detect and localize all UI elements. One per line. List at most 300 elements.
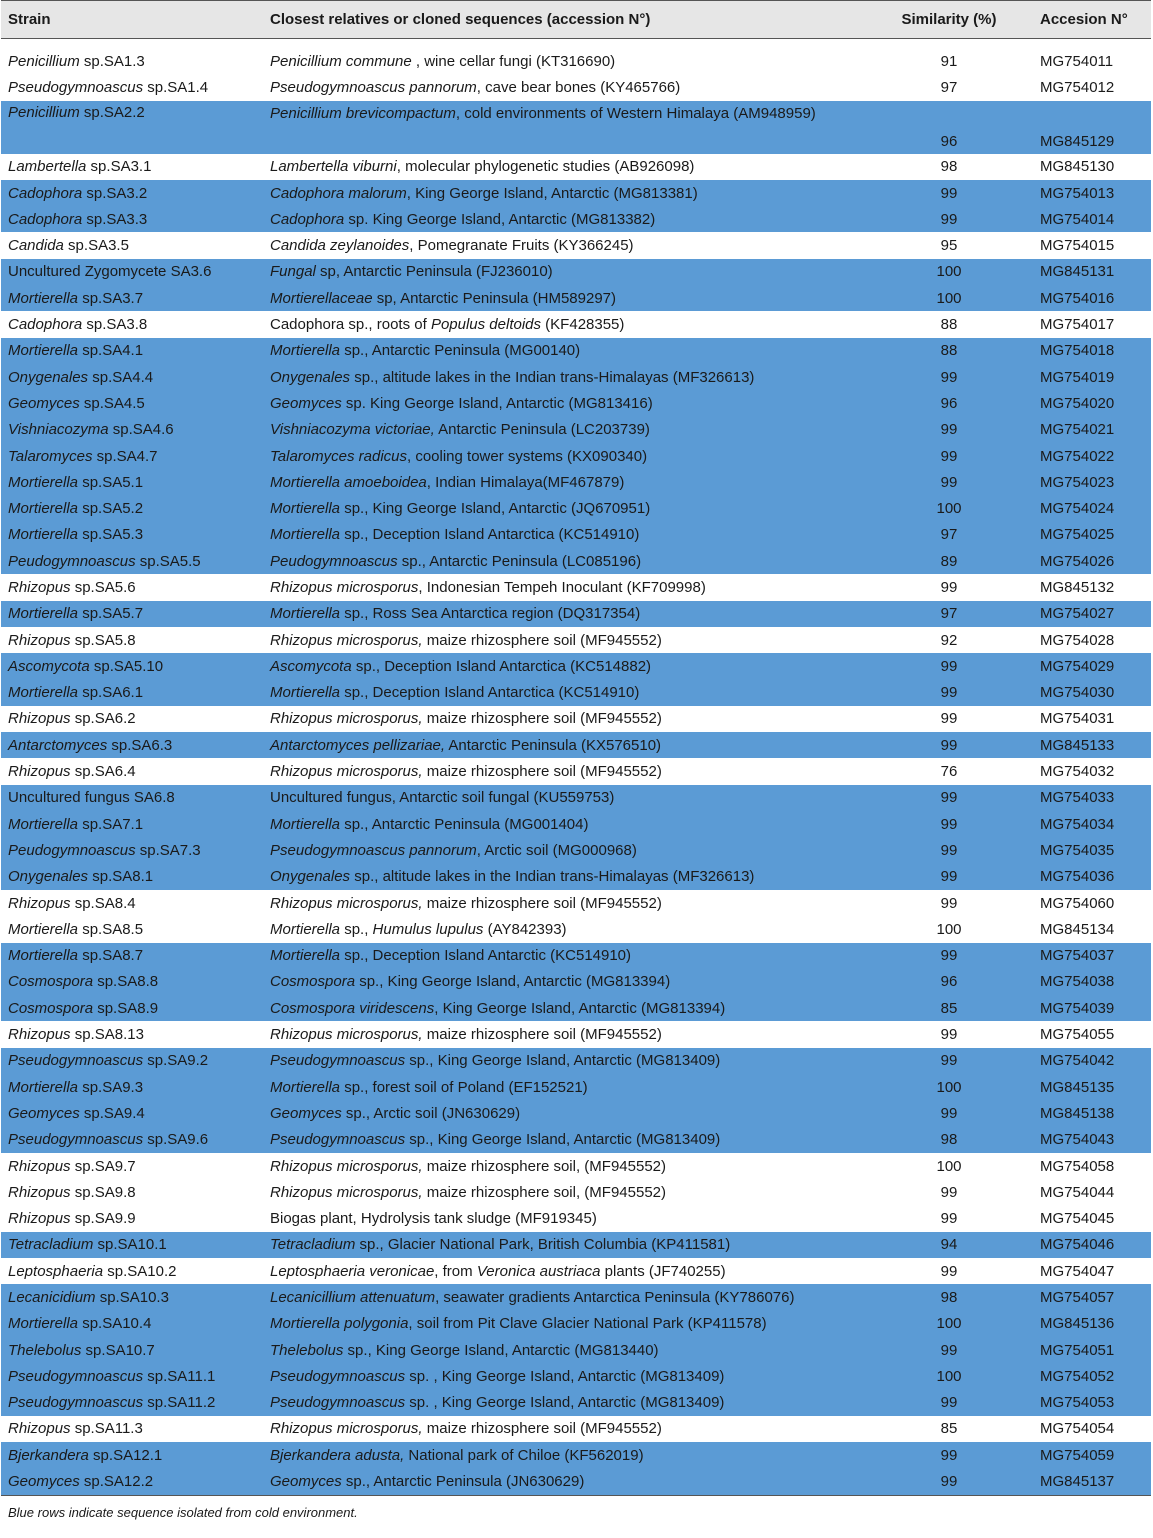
- similarity-cell: 99: [865, 732, 1033, 758]
- accession-cell: MG754017: [1040, 316, 1115, 334]
- strain-genus: Mortierella: [8, 1078, 79, 1096]
- relative-taxon: Pseudogymnoascus: [270, 1052, 406, 1070]
- strain-genus: Pseudogymnoascus: [8, 1367, 144, 1385]
- table-row: [1, 627, 1151, 653]
- relative-cell: [263, 74, 865, 100]
- similarity-cell: 99: [865, 837, 1033, 863]
- strain-cell: [1, 338, 263, 364]
- strain-id: sp.SA5.8: [70, 631, 136, 649]
- relative-source: , King George Island, Antarctic (MG813394): [434, 999, 726, 1017]
- strain-id: sp.SA5.5: [135, 552, 201, 570]
- similarity-cell: 100: [865, 1311, 1033, 1337]
- strain-id: sp.SA8.1: [88, 868, 154, 886]
- strain-genus: Rhizopus: [8, 1210, 71, 1228]
- strain-cell: [1, 154, 263, 180]
- table-row: [1, 311, 1151, 337]
- relative-taxon: Rhizopus microsporus,: [270, 710, 423, 728]
- accession-cell: MG754045: [1040, 1210, 1115, 1228]
- strain-cell: [1, 995, 263, 1021]
- accession-cell: MG754055: [1040, 1026, 1115, 1044]
- relative-source: National park of Chiloe (KF562019): [404, 1446, 644, 1464]
- relative-cell: [263, 495, 865, 521]
- table-row: [1, 1100, 1151, 1126]
- table-row: [1, 1258, 1151, 1284]
- relative-taxon: Penicillium commune: [270, 52, 412, 70]
- relative-taxon: Talaromyces radicus: [270, 447, 407, 465]
- strain-cell: [1, 1258, 263, 1284]
- table-row: [1, 1021, 1151, 1047]
- relative-taxon: Onygenales: [270, 368, 351, 386]
- strain-id: sp.SA1.4: [143, 78, 209, 96]
- relative-cell: [263, 943, 865, 969]
- strain-id: sp.SA5.6: [70, 578, 136, 596]
- strain-genus: Mortierella: [8, 947, 79, 965]
- table-row: [1, 995, 1151, 1021]
- relative-cell: [263, 180, 865, 206]
- similarity-cell: 100: [865, 259, 1033, 285]
- table-row: [1, 969, 1151, 995]
- strain-cell: [1, 311, 263, 337]
- relative-taxon: Peudogymnoascus: [270, 552, 398, 570]
- relative-taxon: Pseudogymnoascus: [270, 1131, 406, 1149]
- table-row: [1, 1311, 1151, 1337]
- strain-cell: [1, 495, 263, 521]
- strain-id: sp.SA7.1: [78, 815, 144, 833]
- relative-cell: [263, 732, 865, 758]
- strain-genus: Antarctomyces: [8, 736, 108, 754]
- strain-cell: [1, 548, 263, 574]
- similarity-cell: 99: [940, 578, 958, 596]
- relative-source: sp., altitude lakes in the Indian trans-Himalayas (MF326613): [350, 368, 755, 386]
- strain-cell: [1, 811, 263, 837]
- strain-id: sp.SA9.6: [143, 1131, 209, 1149]
- similarity-cell: 97: [865, 601, 1033, 627]
- similarity-cell: 85: [865, 995, 1033, 1021]
- strain-id: sp.SA4.7: [92, 447, 158, 465]
- similarity-cell: 99: [940, 1183, 958, 1201]
- similarity-cell: 99: [940, 1262, 958, 1280]
- footnote: Blue rows indicate sequence isolated from cold environment.: [8, 1504, 358, 1520]
- accession-cell: MG754053: [1033, 1390, 1151, 1416]
- strain-genus: Lambertella: [8, 158, 87, 176]
- table-row: [1, 495, 1151, 521]
- strain-cell: [1, 1048, 263, 1074]
- relative-cell: [263, 1258, 865, 1284]
- similarity-cell: 99: [865, 653, 1033, 679]
- table-row: [1, 548, 1151, 574]
- relative-source: maize rhizosphere soil (MF945552): [422, 894, 662, 912]
- relative-source: sp., Antarctic Peninsula (MG001404): [340, 815, 589, 833]
- accession-cell: MG754044: [1040, 1183, 1115, 1201]
- relative-source: maize rhizosphere soil (MF945552): [422, 763, 662, 781]
- strain-genus: Mortierella: [8, 684, 79, 702]
- accession-cell: MG845138: [1033, 1100, 1151, 1126]
- accession-cell: MG754021: [1033, 417, 1151, 443]
- similarity-cell: 98: [940, 158, 958, 176]
- accession-cell: MG754025: [1033, 522, 1151, 548]
- strain-genus: Vishniacozyma: [8, 421, 109, 439]
- relative-taxon: Rhizopus microsporus,: [270, 894, 423, 912]
- table-row: [1, 653, 1151, 679]
- relative-taxon: Pseudogymnoascus pannorum: [270, 78, 477, 96]
- similarity-cell: 99: [865, 469, 1033, 495]
- table-row: [1, 364, 1151, 390]
- strain-genus: Bjerkandera: [8, 1446, 89, 1464]
- relative-taxon: Mortierella: [270, 342, 341, 360]
- relative-taxon: Candida zeylanoides: [270, 237, 410, 255]
- similarity-cell: 100: [936, 920, 962, 938]
- similarity-cell: 99: [865, 1100, 1033, 1126]
- strain-cell: [1, 259, 263, 285]
- relative-cell: [263, 206, 865, 232]
- relative-taxon: Rhizopus microsporus,: [270, 1183, 423, 1201]
- relative-cell: [263, 101, 865, 154]
- strain-id: sp.SA4.5: [79, 394, 145, 412]
- strain-id: sp.SA8.5: [78, 920, 144, 938]
- accession-cell: MG754039: [1033, 995, 1151, 1021]
- relative-taxon: Ascomycota: [270, 657, 352, 675]
- relative-taxon: Rhizopus microsporus,: [270, 1420, 423, 1438]
- relative-cell: [263, 48, 865, 74]
- accession-cell: MG754033: [1033, 785, 1151, 811]
- strain-id: sp.SA5.7: [78, 605, 144, 623]
- strain-cell: [1, 180, 263, 206]
- relative-source: , cave bear bones (KY465766): [476, 78, 681, 96]
- accession-cell: MG754035: [1033, 837, 1151, 863]
- strain-id: sp.SA5.3: [78, 526, 144, 544]
- relative-cell: [263, 811, 865, 837]
- strain-cell: [1, 785, 263, 811]
- table-row: [1, 390, 1151, 416]
- accession-cell: MG754038: [1033, 969, 1151, 995]
- relative-source: sp., forest soil of Poland (EF152521): [340, 1078, 588, 1096]
- table-row: [1, 1363, 1151, 1389]
- strain-id: sp.SA2.2: [79, 103, 145, 121]
- strain-cell: [1, 601, 263, 627]
- strain-genus: Onygenales: [8, 868, 89, 886]
- strain-id: sp.SA11.2: [143, 1394, 216, 1412]
- strain-id: sp.SA3.2: [82, 184, 148, 202]
- strain-genus: Mortierella: [8, 1315, 79, 1333]
- strain-cell: [1, 1021, 263, 1047]
- accession-cell: MG845130: [1040, 158, 1115, 176]
- accession-cell: MG754022: [1033, 443, 1151, 469]
- strain-cell: [1, 969, 263, 995]
- similarity-cell: 99: [865, 1442, 1033, 1468]
- strain-id: sp.SA9.7: [70, 1157, 136, 1175]
- accession-cell: MG845137: [1033, 1468, 1151, 1495]
- relative-cell: [263, 627, 865, 653]
- table-row: [1, 180, 1151, 206]
- similarity-cell: 99: [865, 1468, 1033, 1495]
- similarity-cell: 88: [865, 338, 1033, 364]
- strain-genus: Rhizopus: [8, 631, 71, 649]
- table-row: [1, 1205, 1151, 1231]
- table-row: [1, 890, 1151, 916]
- relative-cell: [263, 837, 865, 863]
- strain-id: sp.SA9.3: [78, 1078, 144, 1096]
- relative-cell: [263, 1153, 865, 1179]
- strain-genus: Mortierella: [8, 815, 79, 833]
- relative-source: sp., Antarctic Peninsula (MG00140): [340, 342, 581, 360]
- relative-cell: [263, 916, 865, 942]
- relative-cell: [263, 259, 865, 285]
- relative-taxon: Rhizopus microsporus,: [270, 631, 423, 649]
- strain-id: sp.SA9.9: [70, 1210, 136, 1228]
- relative-taxon: Penicillium brevicompactum: [270, 104, 456, 122]
- similarity-cell: 88: [940, 316, 958, 334]
- strain-genus: Rhizopus: [8, 578, 71, 596]
- relative-cell: [263, 1127, 865, 1153]
- accession-cell: MG754054: [1040, 1420, 1115, 1438]
- accession-cell: MG754016: [1033, 285, 1151, 311]
- strain-genus: Mortierella: [8, 526, 79, 544]
- strain-id: sp.SA8.4: [70, 894, 136, 912]
- relative-taxon: Vishniacozyma victoriae,: [270, 421, 435, 439]
- relative-source: Uncultured fungus, Antarctic soil fungal (KU559753): [270, 789, 615, 807]
- similarity-cell: 97: [865, 522, 1033, 548]
- relative-source: sp., Antarctic Peninsula (JN630629): [341, 1473, 585, 1491]
- strain-cell: [1, 1179, 263, 1205]
- relative-cell: [263, 601, 865, 627]
- strain-id: sp.SA8.13: [70, 1026, 144, 1044]
- strain-cell: [1, 758, 263, 784]
- relative-taxon: Thelebolus: [270, 1341, 344, 1359]
- relative-taxon: Mortierella: [270, 684, 341, 702]
- strain-genus: Mortierella: [8, 289, 79, 307]
- table-row: [1, 1179, 1151, 1205]
- table-row: [1, 285, 1151, 311]
- relative-cell: [263, 995, 865, 1021]
- relative-taxon: Pseudogymnoascus pannorum: [270, 841, 477, 859]
- similarity-cell: 99: [865, 785, 1033, 811]
- accession-cell: MG754019: [1033, 364, 1151, 390]
- relative-cell: [263, 338, 865, 364]
- similarity-cell: 97: [940, 78, 958, 96]
- strain-genus: Mortierella: [8, 473, 79, 491]
- strain-cell: [1, 574, 263, 600]
- accession-cell: MG754057: [1033, 1284, 1151, 1310]
- accession-cell: MG845134: [1040, 920, 1115, 938]
- relative-source: sp., Arctic soil (JN630629): [341, 1104, 521, 1122]
- accession-cell: MG754027: [1033, 601, 1151, 627]
- strain-genus: Mortierella: [8, 500, 79, 518]
- table-row: [1, 154, 1151, 180]
- relative-cell: [263, 1363, 865, 1389]
- relative-cell: [263, 864, 865, 890]
- relative-taxon: Cosmospora viridescens: [270, 999, 435, 1017]
- accession-cell: MG754023: [1033, 469, 1151, 495]
- relative-source: sp., King George Island, Antarctic (MG813394): [355, 973, 671, 991]
- strain-id: sp.SA10.4: [78, 1315, 152, 1333]
- strain-cell: [1, 943, 263, 969]
- relative-source: maize rhizosphere soil (MF945552): [422, 631, 662, 649]
- table-row: [1, 1232, 1151, 1258]
- relative-cell: [263, 522, 865, 548]
- strain-genus: Pseudogymnoascus: [8, 1131, 144, 1149]
- strain-id: sp.SA3.3: [82, 210, 148, 228]
- strain-genus: Mortierella: [8, 605, 79, 623]
- relative-cell: [263, 653, 865, 679]
- strain-id: sp.SA4.6: [108, 421, 174, 439]
- similarity-cell: 100: [865, 1074, 1033, 1100]
- accession-cell: MG754037: [1033, 943, 1151, 969]
- relative-source: maize rhizosphere soil, (MF945552): [422, 1183, 666, 1201]
- similarity-cell: 99: [865, 443, 1033, 469]
- relative-cell: [263, 1390, 865, 1416]
- table-row: [1, 864, 1151, 890]
- accession-cell: MG754031: [1040, 710, 1115, 728]
- similarity-cell: 100: [865, 495, 1033, 521]
- similarity-cell: 99: [865, 206, 1033, 232]
- accession-cell: MG754059: [1033, 1442, 1151, 1468]
- relative-source: , soil from Pit Clave Glacier National Park (KP411578): [408, 1315, 767, 1333]
- similarity-cell: 98: [865, 1127, 1033, 1153]
- accession-cell: MG754060: [1040, 894, 1115, 912]
- relative-source: , Pomegranate Fruits (KY366245): [409, 237, 634, 255]
- accession-cell: MG754047: [1040, 1262, 1115, 1280]
- similarity-cell: 99: [865, 943, 1033, 969]
- relative-cell: [263, 417, 865, 443]
- strain-cell: [1, 1153, 263, 1179]
- strain-cell: [1, 680, 263, 706]
- similarity-cell: 99: [865, 180, 1033, 206]
- similarity-cell: 96: [865, 969, 1033, 995]
- table-row: [1, 785, 1151, 811]
- table-row: [1, 1442, 1151, 1468]
- relative-cell: [263, 1416, 865, 1442]
- accession-cell: MG754032: [1040, 763, 1115, 781]
- relative-cell: [263, 680, 865, 706]
- relative-taxon: Mortierella: [270, 1078, 341, 1096]
- strain-cell: [1, 522, 263, 548]
- strain-cell: [1, 1232, 263, 1258]
- accession-cell: MG845135: [1033, 1074, 1151, 1100]
- accession-cell: MG754058: [1040, 1157, 1115, 1175]
- relative-source: sp.,: [340, 920, 373, 938]
- strain-genus: Geomyces: [8, 394, 80, 412]
- relative-cell: [263, 1442, 865, 1468]
- strain-id: sp.SA6.2: [70, 710, 136, 728]
- accession-cell: MG845136: [1033, 1311, 1151, 1337]
- similarity-cell: 100: [936, 1157, 962, 1175]
- strain-cell: [1, 48, 263, 74]
- similarity-cell: 99: [940, 894, 958, 912]
- relative-source: sp., Ross Sea Antarctica region (DQ317354): [340, 605, 641, 623]
- table-row: [1, 443, 1151, 469]
- relative-taxon: Cadophora malorum: [270, 184, 407, 202]
- accession-cell: MG754020: [1033, 390, 1151, 416]
- strain-cell: [1, 1205, 263, 1231]
- strain-id: sp.SA10.3: [95, 1289, 169, 1306]
- accession-cell: MG754046: [1033, 1232, 1151, 1258]
- table-row: [1, 232, 1151, 258]
- strain-id: sp.SA9.8: [70, 1183, 136, 1201]
- similarity-cell: 94: [865, 1232, 1033, 1258]
- relative-source: maize rhizosphere soil, (MF945552): [422, 1157, 666, 1175]
- relative-source: Biogas plant, Hydrolysis tank sludge (MF919345): [270, 1210, 597, 1228]
- relative-cell: [263, 1048, 865, 1074]
- table-row: [1, 837, 1151, 863]
- relative-taxon: Mortierella: [270, 500, 341, 518]
- strain-id: sp.SA4.4: [88, 368, 154, 386]
- relative-taxon: Mortierella: [270, 947, 341, 965]
- strain-id: sp.SA6.3: [107, 736, 173, 754]
- table-row: [1, 1127, 1151, 1153]
- strain-genus: Ascomycota: [8, 657, 90, 675]
- strain-cell: [1, 837, 263, 863]
- relative-taxon: Onygenales: [270, 868, 351, 886]
- strain-id: sp.SA5.2: [78, 500, 144, 518]
- strain-id: sp.SA3.1: [86, 158, 152, 176]
- strain-id: sp.SA3.8: [82, 316, 148, 334]
- similarity-cell: 99: [940, 1026, 958, 1044]
- strain-genus: Candida: [8, 237, 64, 255]
- accession-cell: MG845129: [1033, 101, 1151, 154]
- header-row: [1, 1, 1151, 39]
- table-row: [1, 1337, 1151, 1363]
- relative-cell: [263, 548, 865, 574]
- relative-taxon: Mortierella: [270, 920, 341, 938]
- relative-taxon: Mortierella: [270, 605, 341, 623]
- similarity-cell: 99: [865, 811, 1033, 837]
- strain-cell: [1, 653, 263, 679]
- relative-taxon: Tetracladium: [270, 1236, 356, 1254]
- relative-cell: [263, 154, 865, 180]
- relative-taxon: Fungal: [270, 263, 316, 281]
- relative-source: sp, Antarctic Peninsula (HM589297): [372, 289, 617, 307]
- strain-genus: Penicillium: [8, 103, 80, 121]
- relative-source: , Arctic soil (MG000968): [476, 841, 637, 859]
- relative-taxon: Pseudogymnoascus: [270, 1367, 406, 1385]
- strain-genus: Rhizopus: [8, 894, 71, 912]
- relative-host: Veronica austriaca: [476, 1262, 601, 1280]
- strain-id: Uncultured fungus SA6.8: [8, 789, 175, 807]
- similarity-cell: 100: [865, 1363, 1033, 1389]
- accession-cell: MG754052: [1033, 1363, 1151, 1389]
- table-row: [1, 574, 1151, 600]
- strain-id: Uncultured Zygomycete SA3.6: [8, 263, 212, 281]
- relative-accession: (AY842393): [483, 920, 567, 938]
- strain-cell: [1, 232, 263, 258]
- accession-cell: MG754012: [1040, 78, 1115, 96]
- similarity-cell: 89: [865, 548, 1033, 574]
- relative-taxon: Mortierellaceae: [270, 289, 373, 307]
- strain-cell: [1, 1074, 263, 1100]
- strain-cell: [1, 390, 263, 416]
- strain-id: sp.SA6.1: [78, 684, 144, 702]
- relative-cell: [263, 1074, 865, 1100]
- accession-cell: MG754014: [1033, 206, 1151, 232]
- table-row: [1, 522, 1151, 548]
- strain-cell: [1, 627, 263, 653]
- strain-genus: Pseudogymnoascus: [8, 1052, 144, 1070]
- similarity-cell: 99: [865, 364, 1033, 390]
- relative-cell: [263, 706, 865, 732]
- table-row: [1, 1416, 1151, 1442]
- strain-cell: [1, 74, 263, 100]
- relative-cell: [263, 574, 865, 600]
- relative-cell: [263, 1232, 865, 1258]
- strain-cell: [1, 1416, 263, 1442]
- header-accession: Accesion N°: [1033, 1, 1151, 39]
- table-row: [1, 259, 1151, 285]
- relative-source: sp. King George Island, Antarctic (MG813416): [341, 394, 653, 412]
- relative-taxon: Lecanicillium attenuatum: [270, 1289, 436, 1306]
- strain-genus: Cosmospora: [8, 999, 94, 1017]
- relative-source: Antarctic Peninsula (KX576510): [445, 736, 662, 754]
- relative-taxon: Rhizopus microsporus,: [270, 1157, 423, 1175]
